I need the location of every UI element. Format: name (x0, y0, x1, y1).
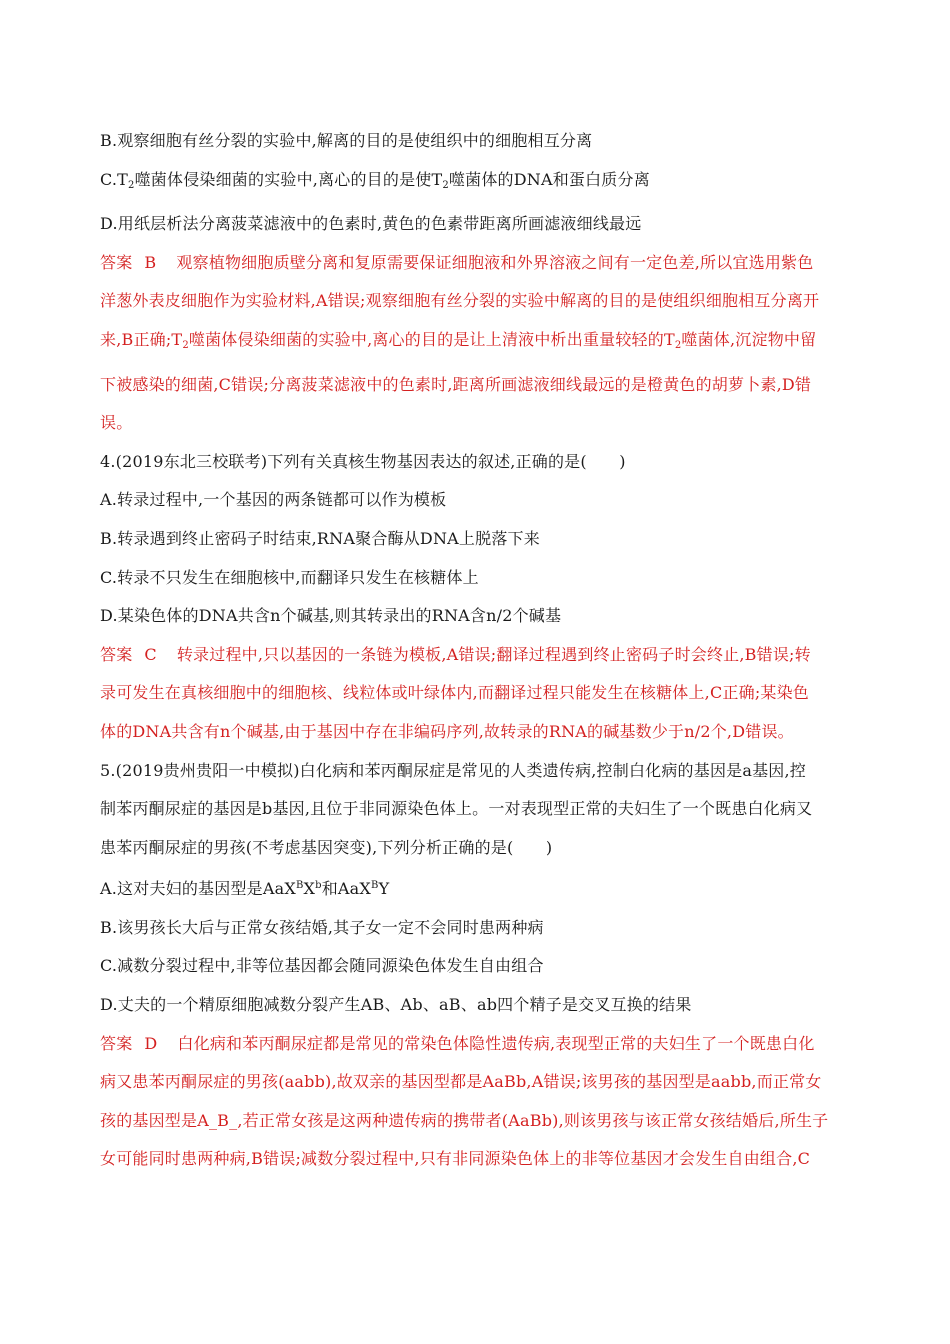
q4-option-b: B.转录遇到终止密码子时结束,RNA聚合酶从DNA上脱落下来 (100, 528, 540, 548)
q5-stem-line-2: 制苯丙酮尿症的基因是b基因,且位于非同源染色体上。一对表现型正常的夫妇生了一个既患白化病又 (100, 799, 813, 819)
q3-option-c: $C.T_2$噬菌体侵染细菌的实验中,离心的目的是使$T_2$噬菌体的DNA和蛋白质分离 (100, 169, 650, 191)
q3-option-b: B.观察细胞有丝分裂的实验中,解离的目的是使组织中的细胞相互分离 (100, 131, 593, 150)
q5-option-b: B.该男孩长大后与正常女孩结婚,其子女一定不会同时患两种病 (100, 917, 544, 937)
answer-key: D (144, 1033, 158, 1053)
answer-key: B (144, 252, 157, 272)
q4-option-a: A.转录过程中,一个基因的两条链都可以作为模板 (100, 490, 447, 510)
answer-label: 答案 (100, 1033, 133, 1053)
q5-answer-line-1: 答案 D 白化病和苯丙酮尿症都是常见的常染色体隐性遗传病,表现型正常的夫妇生了一个既患白化 (100, 1033, 815, 1053)
q4-stem: 4.(2019东北三校联考)下列有关真核生物基因表达的叙述,正确的是( ) (100, 451, 626, 471)
q3-answer-line-5: 误。 (100, 413, 133, 433)
q5-stem-line-3: 患苯丙酮尿症的男孩(不考虑基因突变),下列分析正确的是( ) (100, 837, 553, 857)
q4-option-c: C.转录不只发生在细胞核中,而翻译只发生在核糖体上 (100, 567, 479, 587)
document-content (100, 122, 852, 1179)
q3-answer-line-4: 下被感染的细菌,C错误;分离菠菜滤液中的色素时,距离所画滤液细线最远的是橙黄色的胡萝卜素,D错 (100, 374, 812, 394)
q3-answer-line-1: 答案 B 观察植物细胞质壁分离和复原需要保证细胞液和外界溶液之间有一定色差,所以宜选用紫色 (100, 252, 814, 272)
q5-answer-line-3: 孩的基因型是A_B_,若正常女孩是这两种遗传病的携带者(AaBb),则该男孩与该正常女孩结婚后,所生子 (100, 1110, 829, 1130)
q4-answer-line-1: 答案 C 转录过程中,只以基因的一条链为模板,A错误;翻译过程遇到终止密码子时会终止,B错误;转 (100, 644, 811, 664)
q5-answer-line-2: 病又患苯丙酮尿症的男孩(aabb),故双亲的基因型都是AaBb,A错误;该男孩的基因型是aabb,而正常女 (100, 1072, 822, 1092)
q4-answer-line-3: 体的DNA共含有n个碱基,由于基因中存在非编码序列,故转录的RNA的碱基数少于n/2个,D错误。 (100, 721, 794, 741)
q5-answer-line-4: 女可能同时患两种病,B错误;减数分裂过程中,只有非同源染色体上的非等位基因才会发生自由组合,C (100, 1149, 811, 1169)
answer-label: 答案 (100, 252, 133, 272)
answer-key: C (144, 644, 157, 664)
q5-option-a: A.这对夫妇的基因型是$AaX^BX^b$和AaX$^B$Y (100, 879, 390, 899)
q5-option-d: D.丈夫的一个精原细胞减数分裂产生AB、Ab、aB、ab四个精子是交叉互换的结果 (100, 995, 692, 1015)
q4-answer-line-2: 录可发生在真核细胞中的细胞核、线粒体或叶绿体内,而翻译过程只能发生在核糖体上,C正确;某染色 (100, 683, 810, 703)
q3-answer-line-3: 来,B正确$;T_2$噬菌体侵染细菌的实验中,离心的目的是让上清液中析出重量较轻的$T_2$噬菌体,沉淀物中留 (100, 329, 817, 351)
q5-stem-line-1: 5.(2019贵州贵阳一中模拟)白化病和苯丙酮尿症是常见的人类遗传病,控制白化病的基因是a基因,控 (100, 760, 806, 780)
q5-option-c: C.减数分裂过程中,非等位基因都会随同源染色体发生自由组合 (100, 956, 544, 976)
answer-label: 答案 (100, 644, 133, 664)
q3-option-d: D.用纸层析法分离菠菜滤液中的色素时,黄色的色素带距离所画滤液细线最远 (100, 214, 642, 234)
q3-answer-line-2: 洋葱外表皮细胞作为实验材料,A错误;观察细胞有丝分裂的实验中解离的目的是使组织细胞相互分离开 (100, 291, 820, 311)
q4-option-d: D.某染色体的DNA共含n个碱基,则其转录出的RNA含n/2个碱基 (100, 606, 562, 626)
